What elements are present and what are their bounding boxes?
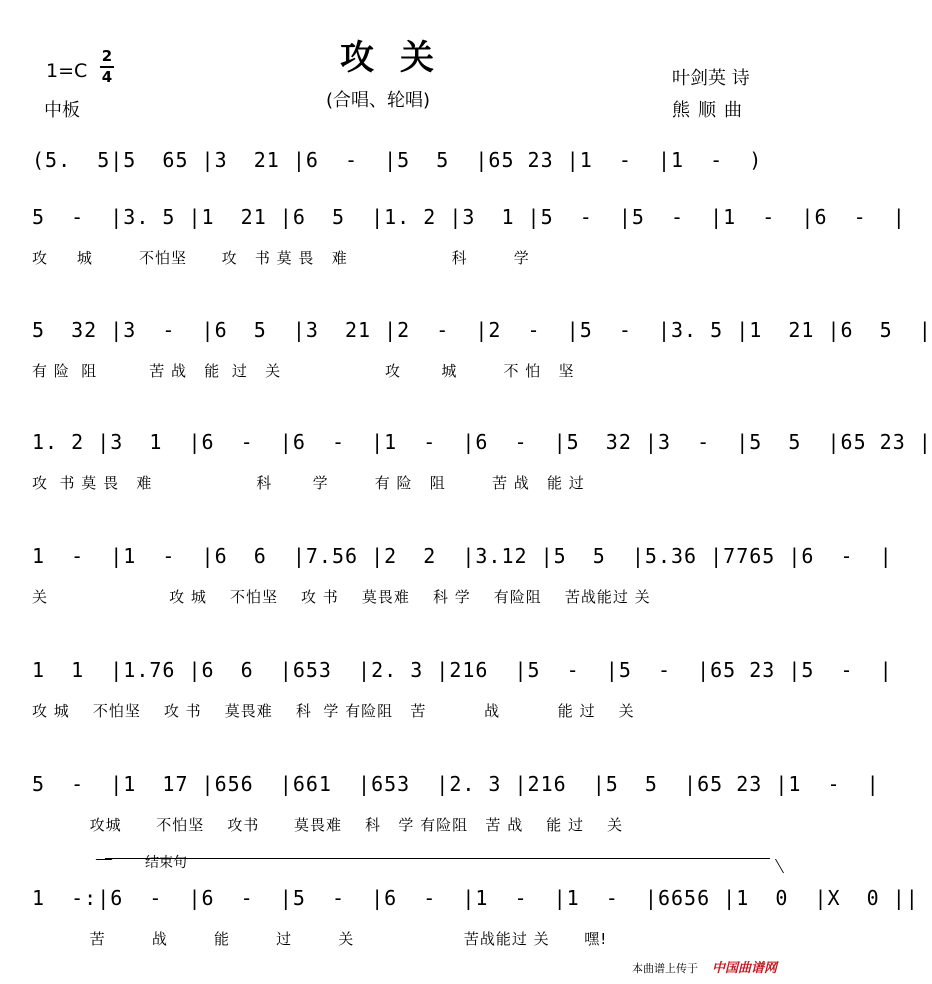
lyrics-line: 攻 城 不怕坚 攻 书 莫畏难 科 学 有险阻 苦 战 能 过 关 bbox=[32, 702, 635, 720]
key-signature: 1=C bbox=[46, 60, 88, 82]
song-subtitle: (合唱、轮唱) bbox=[326, 90, 431, 111]
time-signature bbox=[100, 48, 114, 86]
lyrics-line: 攻 书 莫 畏 难 科 学 有 险 阻 苦 战 能 过 bbox=[32, 474, 585, 492]
notation-line: (5. 5|5 65 |3 21 |6 - |5 5 |65 23 |1 - |1 - ) bbox=[32, 148, 763, 172]
lyricist-credit: 叶剑英 诗 bbox=[672, 68, 750, 89]
time-signature-bottom: 4 bbox=[101, 68, 113, 86]
lyrics-line: 攻 城 不怕坚 攻 书 莫 畏 难 科 学 bbox=[32, 249, 530, 267]
song-title: 攻关 bbox=[340, 38, 460, 78]
notation-line: 1 1 |1.76 |6 6 |653 |2. 3 |216 |5 - |5 - |65 23 |5 - | bbox=[32, 658, 893, 682]
lyrics-line: 苦 战 能 过 关 苦战能过 关 嘿! bbox=[32, 930, 608, 948]
lyrics-line: 有 险 阻 苦 战 能 过 关 攻 城 不 怕 坚 bbox=[32, 362, 575, 380]
notation-line: 5 32 |3 - |6 5 |3 21 |2 - |2 - |5 - |3. 5 |1 21 |6 5 | bbox=[32, 318, 932, 342]
notation-line: 5 - |1 17 |656 |661 |653 |2. 3 |216 |5 5 |65 23 |1 - | bbox=[32, 772, 880, 796]
ending-label: 结束句 bbox=[145, 855, 187, 871]
composer-credit: 熊顺曲 bbox=[672, 100, 750, 121]
notation-line: 1 -:|6 - |6 - |5 - |6 - |1 - |1 - |6656 |1 0 |X 0 || bbox=[32, 886, 919, 910]
lyrics-line: 攻城 不怕坚 攻书 莫畏难 科 学 有险阻 苦 战 能 过 关 bbox=[32, 816, 624, 834]
footer-upload-note: 本曲谱上传于 bbox=[632, 962, 698, 975]
notation-line: 1 - |1 - |6 6 |7.56 |2 2 |3.12 |5 5 |5.36 |7765 |6 - | bbox=[32, 544, 893, 568]
time-signature-top: 2 bbox=[101, 47, 113, 65]
notation-line: 1. 2 |3 1 |6 - |6 - |1 - |6 - |5 32 |3 - |5 5 |65 23 | bbox=[32, 430, 932, 454]
site-logo: 中国曲谱网 bbox=[712, 961, 778, 976]
lyrics-line: 关 攻 城 不怕坚 攻 书 莫畏难 科 学 有险阻 苦战能过 关 bbox=[32, 588, 651, 606]
ending-bracket bbox=[105, 858, 770, 873]
notation-line: 5 - |3. 5 |1 21 |6 5 |1. 2 |3 1 |5 - |5 - |1 - |6 - | bbox=[32, 205, 906, 229]
tempo-marking: 中板 bbox=[44, 100, 80, 121]
